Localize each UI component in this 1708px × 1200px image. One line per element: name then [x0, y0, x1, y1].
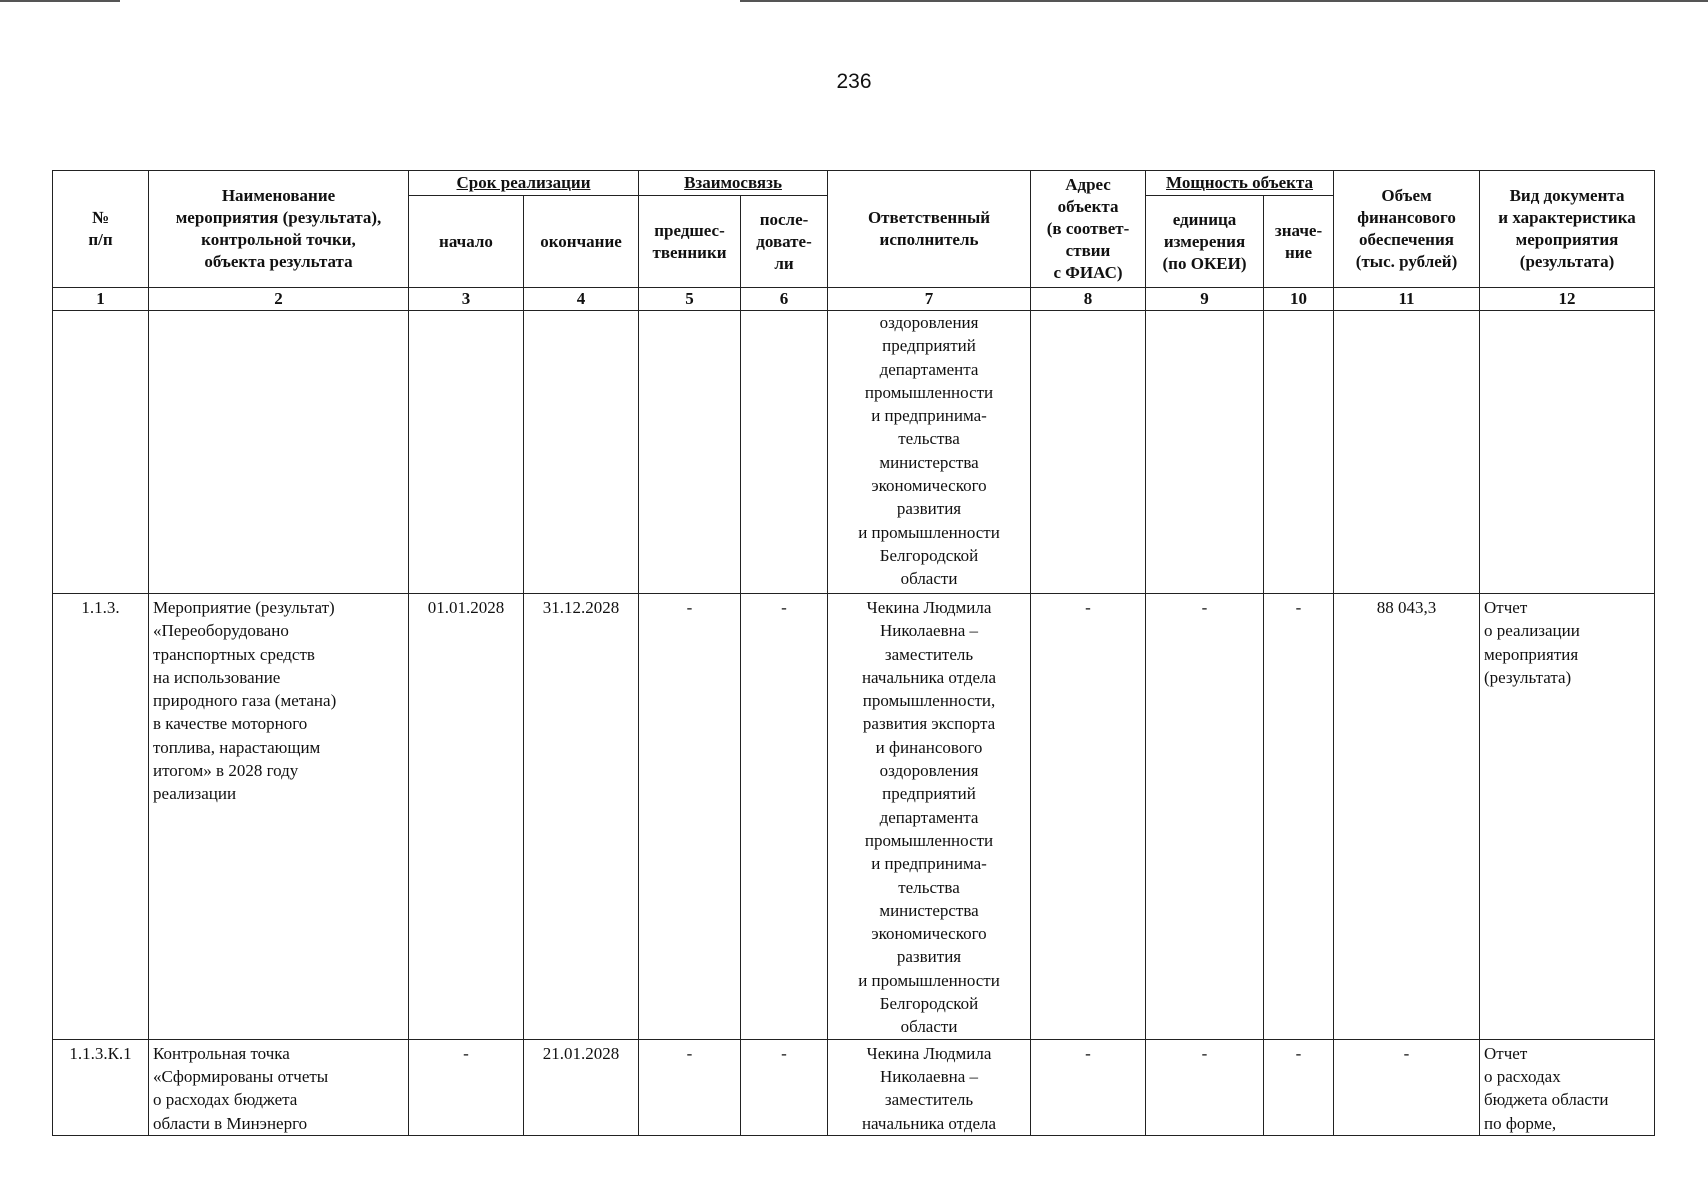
header-period-group-label: Срок реализации — [456, 173, 591, 192]
cell-document: Отчет о расходах бюджета области по форме, — [1480, 1039, 1655, 1135]
cell-num: 1.1.3. — [53, 594, 149, 1040]
table-row — [53, 1039, 1655, 1135]
cell-successors: - — [741, 1039, 828, 1135]
header-name: Наименование мероприятия (результата), контрольной точки, объекта результата — [149, 171, 409, 288]
cell-end — [524, 311, 639, 594]
cell-successors — [741, 311, 828, 594]
cell-name — [149, 311, 409, 594]
cell-responsible: Чекина Людмила Николаевна – заместитель начальника отдела промышленности, развития экспорта и финансового оздоровления предприятий департамента промышленности и предпринима- тельства министерства экономического развития и промышленности Белгородской области — [828, 594, 1031, 1040]
scan-edge-line-left — [0, 0, 120, 2]
header-finance: Объем финансового обеспечения (тыс. рублей) — [1334, 171, 1480, 288]
header-unit: единица измерения (по ОКЕИ) — [1146, 196, 1264, 288]
column-number: 8 — [1031, 288, 1146, 311]
cell-start: - — [409, 1039, 524, 1135]
table-row — [53, 594, 1655, 1040]
cell-unit: - — [1146, 594, 1264, 1040]
header-successors: после- довате- ли — [741, 196, 828, 288]
header-link-group-label: Взаимосвязь — [684, 173, 782, 192]
cell-unit — [1146, 311, 1264, 594]
column-number: 11 — [1334, 288, 1480, 311]
column-number: 10 — [1264, 288, 1334, 311]
cell-responsible: оздоровления предприятий департамента промышленности и предпринима- тельства министерства экономического развития и промышленности Белгородской области — [828, 311, 1031, 594]
cell-end: 21.01.2028 — [524, 1039, 639, 1135]
cell-address: - — [1031, 594, 1146, 1040]
table-row — [53, 311, 1655, 594]
header-address: Адрес объекта (в соответ- ствии с ФИАС) — [1031, 171, 1146, 288]
column-number: 12 — [1480, 288, 1655, 311]
cell-num: 1.1.3.К.1 — [53, 1039, 149, 1135]
scan-edge-line-right — [740, 0, 1708, 2]
cell-predecessors — [639, 311, 741, 594]
column-number: 1 — [53, 288, 149, 311]
cell-document: Отчет о реализации мероприятия (результата) — [1480, 594, 1655, 1040]
table-header — [53, 171, 1655, 288]
header-value: значе- ние — [1264, 196, 1334, 288]
header-capacity-group-label: Мощность объекта — [1166, 173, 1314, 192]
page-number: 236 — [836, 70, 872, 93]
column-number: 5 — [639, 288, 741, 311]
column-number: 4 — [524, 288, 639, 311]
header-predecessors: предшес- твенники — [639, 196, 741, 288]
column-number: 7 — [828, 288, 1031, 311]
header-period-group — [409, 171, 639, 196]
header-start: начало — [409, 196, 524, 288]
cell-name: Контрольная точка «Сформированы отчеты о расходах бюджета области в Минэнерго — [149, 1039, 409, 1135]
cell-finance — [1334, 311, 1480, 594]
column-number: 3 — [409, 288, 524, 311]
header-capacity-group — [1146, 171, 1334, 196]
cell-address: - — [1031, 1039, 1146, 1135]
header-num: № п/п — [53, 171, 149, 288]
cell-value: - — [1264, 1039, 1334, 1135]
cell-successors: - — [741, 594, 828, 1040]
cell-start — [409, 311, 524, 594]
column-number: 9 — [1146, 288, 1264, 311]
cell-name: Мероприятие (результат) «Переоборудовано транспортных средств на использование природного газа (метана) в качестве моторного топлива, нарастающим итогом» в 2028 году реализации — [149, 594, 409, 1040]
cell-end: 31.12.2028 — [524, 594, 639, 1040]
column-number: 2 — [149, 288, 409, 311]
column-number: 6 — [741, 288, 828, 311]
cell-predecessors: - — [639, 1039, 741, 1135]
header-link-group — [639, 171, 828, 196]
cell-finance: 88 043,3 — [1334, 594, 1480, 1040]
header-end: окончание — [524, 196, 639, 288]
cell-address — [1031, 311, 1146, 594]
cell-responsible: Чекина Людмила Николаевна – заместитель начальника отдела — [828, 1039, 1031, 1135]
activity-plan-table — [52, 170, 1655, 1136]
header-document: Вид документа и характеристика мероприятия (результата) — [1480, 171, 1655, 288]
cell-start: 01.01.2028 — [409, 594, 524, 1040]
column-numbers-row — [53, 288, 1655, 311]
cell-num — [53, 311, 149, 594]
cell-document — [1480, 311, 1655, 594]
cell-finance: - — [1334, 1039, 1480, 1135]
cell-predecessors: - — [639, 594, 741, 1040]
cell-value: - — [1264, 594, 1334, 1040]
cell-value — [1264, 311, 1334, 594]
cell-unit: - — [1146, 1039, 1264, 1135]
header-responsible: Ответственный исполнитель — [828, 171, 1031, 288]
